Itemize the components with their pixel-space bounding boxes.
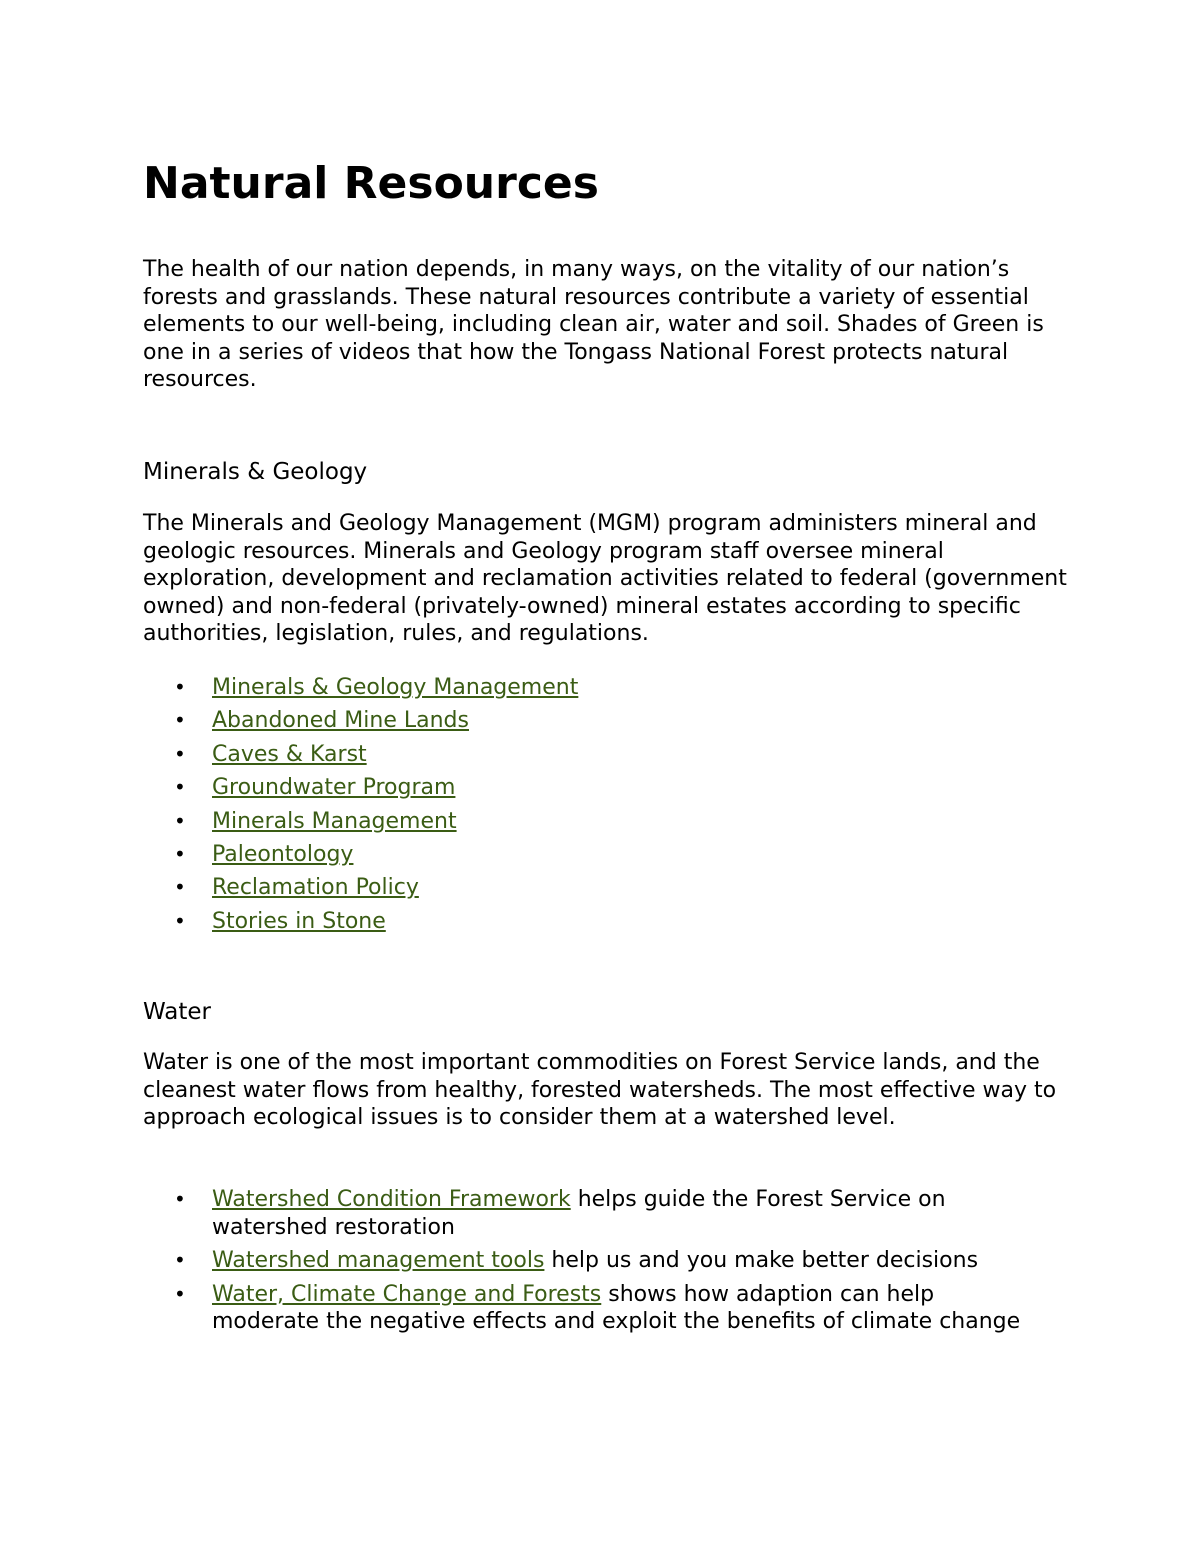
link-minerals-management[interactable]: Minerals Management (212, 808, 457, 834)
bullet-icon: • (174, 775, 186, 800)
bullet-icon: • (174, 808, 186, 833)
list-item (143, 908, 1043, 936)
link-paleontology[interactable]: Paleontology (212, 841, 354, 867)
water-heading: Water (143, 999, 211, 1025)
minerals-heading: Minerals & Geology (143, 459, 368, 485)
water-paragraph: Water is one of the most important commodities on Forest Service lands, and the cleanest water flows from healthy, forested watersheds. The most effective way to approach ecological issues is to consider them at a watershed level. (143, 1050, 1057, 1130)
link-water-climate-change-forests[interactable]: Water, Climate Change and Forests (212, 1281, 602, 1307)
link-minerals-geology-management[interactable]: Minerals & Geology Management (212, 675, 579, 700)
intro-paragraph: The health of our nation depends, in many ways, on the vitality of our nation’s forests and grasslands. These natural resources contribute a variety of essential elements to our well-being, including clean air, water and soil. Shades of Green is one in a series of videos that how the Tongass National Forest protects natural resources. (143, 257, 1044, 392)
link-stories-in-stone[interactable]: Stories in Stone (212, 908, 386, 934)
minerals-paragraph: The Minerals and Geology Management (MGM) program administers mineral and geologic resources. Minerals and Geology program staff oversee mineral exploration, development and reclamation activities related to federal (government owned) and non-federal (privately-owned) mineral estates according to specific authorities, legislation, rules, and regulations. (143, 511, 1067, 646)
bullet-icon: • (174, 675, 186, 699)
bullet-icon: • (174, 1187, 186, 1211)
page-title: Natural Resources (143, 158, 599, 209)
list-item (143, 808, 1043, 836)
list-item (143, 841, 1043, 869)
link-abandoned-mine-lands[interactable]: Abandoned Mine Lands (212, 708, 469, 734)
minerals-link-list (143, 674, 1043, 941)
bullet-icon: • (174, 1281, 186, 1306)
list-item (143, 1247, 1043, 1275)
bullet-icon: • (174, 741, 186, 766)
list-item-text: shows how adaption can help moderate the negative effects and exploit the benefits of climate change (212, 1281, 1021, 1334)
link-watershed-condition-framework[interactable]: Watershed Condition Framework (212, 1187, 571, 1212)
bullet-icon: • (174, 875, 186, 900)
link-groundwater-program[interactable]: Groundwater Program (212, 775, 456, 801)
bullet-icon: • (174, 908, 186, 933)
bullet-icon: • (174, 708, 186, 733)
bullet-icon: • (174, 1248, 186, 1272)
bullet-icon: • (174, 841, 186, 866)
list-item (143, 774, 1043, 802)
list-item (143, 874, 1043, 902)
link-caves-karst[interactable]: Caves & Karst (212, 741, 367, 767)
list-item (143, 1186, 1043, 1241)
list-item (143, 674, 1043, 702)
list-item-text: help us and you make better decisions (544, 1248, 979, 1273)
list-item (143, 741, 1043, 769)
list-item (143, 1281, 1043, 1336)
link-reclamation-policy[interactable]: Reclamation Policy (212, 875, 419, 901)
water-link-list (143, 1186, 1043, 1342)
link-watershed-management-tools[interactable]: Watershed management tools (212, 1248, 545, 1273)
list-item (143, 707, 1043, 735)
list-item-text: helps guide the Forest Service on watershed restoration (212, 1187, 946, 1240)
